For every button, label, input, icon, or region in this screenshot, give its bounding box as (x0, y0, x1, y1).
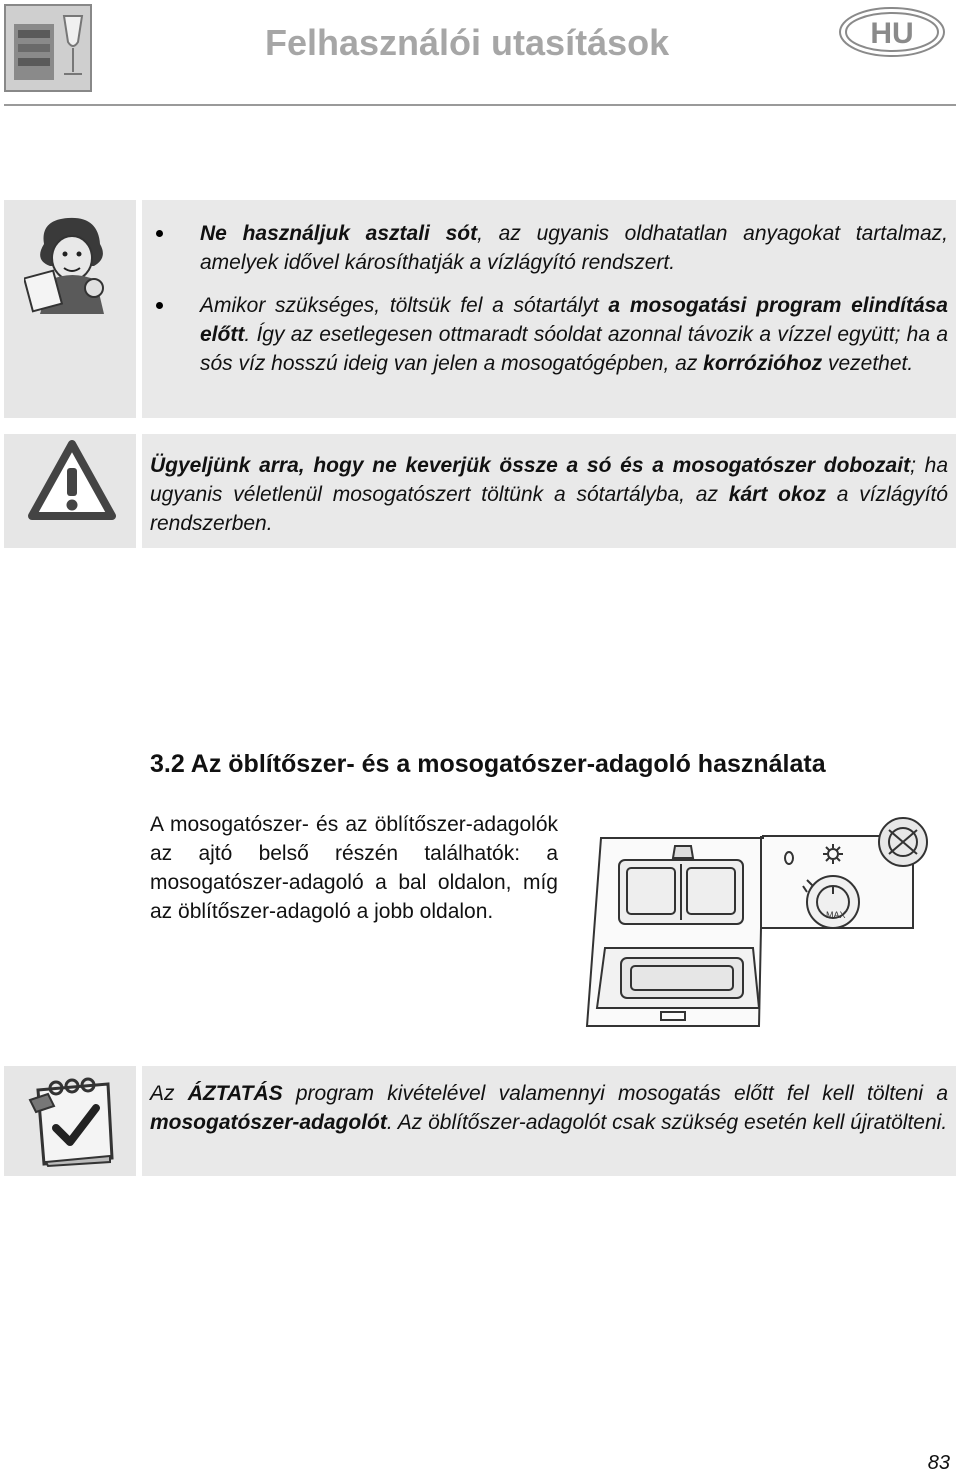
language-badge (838, 6, 946, 58)
warning-triangle-icon (26, 438, 118, 527)
section-body: A mosogatószer- és az öblítőszer-adagolók az ajtó belső részén találhatók: a mosogatószer-adagoló a bal oldalon, míg az öblítőszer-adagoló a jobb oldalon. (150, 813, 558, 923)
salt-text-cell (142, 200, 956, 418)
salt-icon-cell (4, 200, 136, 418)
language-badge-text: HU (870, 17, 914, 50)
salt-bullet-list (150, 219, 948, 378)
note-text-cell (142, 1066, 956, 1176)
list-item: Amikor szükséges, töltsük fel a sótartályt a mosogatási program elindítása előtt. Így az esetlegesen ottmaradt sóoldat azonnal távozik a vízzel együtt; ha a sós víz hosszú ideig van jelen a mosogatógépben, az korrózióhoz vezethet. (150, 291, 948, 378)
warning-icon-cell (4, 434, 136, 548)
list-item: Ne használjuk asztali sót, az ugyanis oldhatatlan anyagokat tartalmaz, amelyek idővel károsíthatják a vízlágyító rendszert. (150, 219, 948, 277)
woman-thinking-icon (24, 214, 116, 319)
warning-text: Ügyeljünk arra, hogy ne keverjük össze a só és a mosogatószer dobozait; ha ugyanis véletlenül mosogatószert töltünk a sótartályba, az kárt okoz a vízlágyító rendszerben. (150, 454, 948, 535)
header-divider (4, 104, 956, 106)
page-title: Felhasználói utasítások (265, 22, 670, 63)
warning-text-cell (142, 434, 956, 548)
diagram-max-label: MAX (826, 910, 846, 920)
notepad-check-icon (26, 1076, 118, 1173)
page-number: 83 (927, 1452, 950, 1474)
detergent-dispenser-diagram-icon (583, 808, 953, 1036)
note-text: Az ÁZTATÁS program kivételével valamennyi mosogatás előtt fel kell tölteni a mosogatószer-adagolót. Az öblítőszer-adagolót csak szükség esetén kell újratölteni. (150, 1082, 948, 1134)
dishwasher-logo-icon (4, 4, 92, 92)
section-heading: 3.2 Az öblítőszer- és a mosogatószer-adagoló használata (150, 750, 826, 778)
note-icon-cell (4, 1066, 136, 1176)
